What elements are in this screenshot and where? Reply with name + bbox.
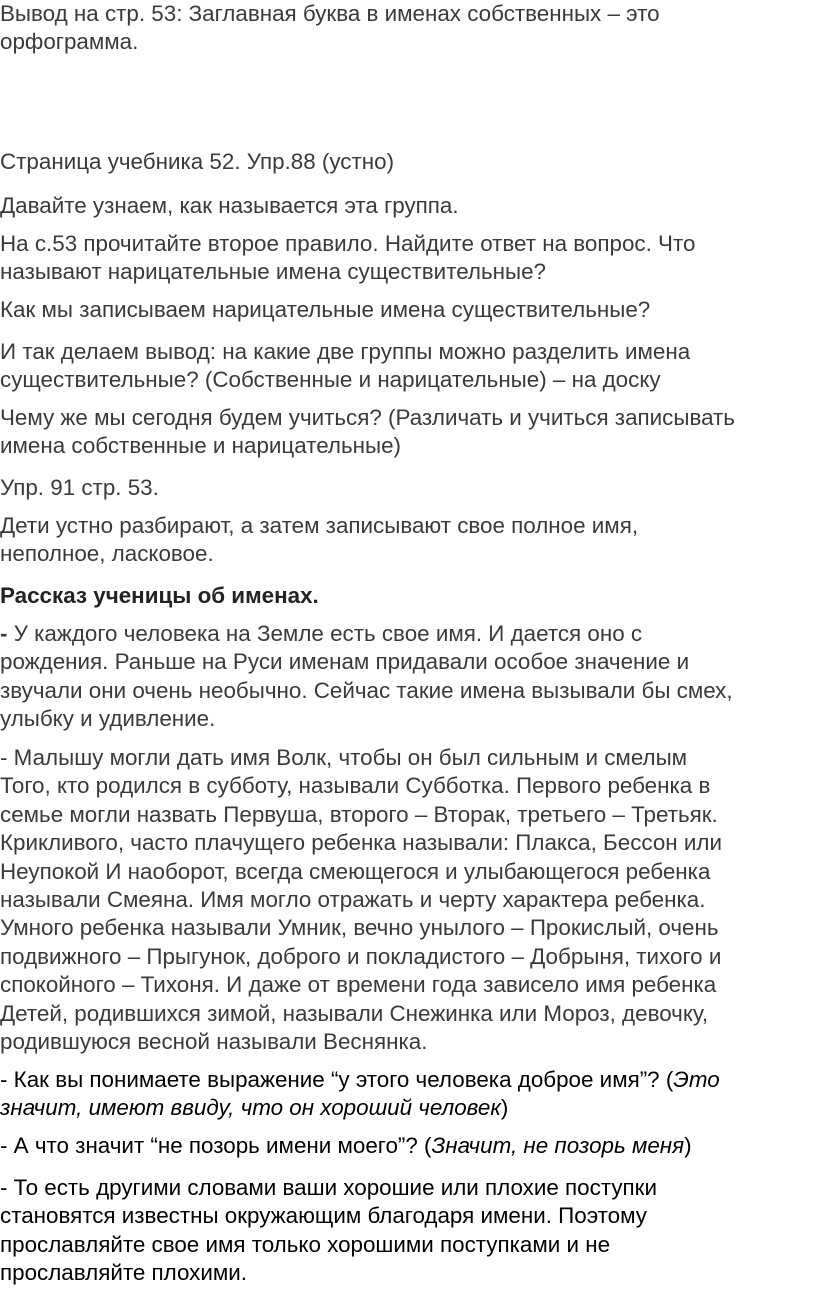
question-2-close: ) bbox=[684, 1133, 692, 1158]
conclusion-paragraph: Вывод на стр. 53: Заглавная буква в именах собственных – это орфограмма. bbox=[0, 1, 660, 55]
how-write-line: Как мы записываем нарицательные имена существительные? bbox=[0, 297, 651, 322]
question-1-close: ) bbox=[500, 1095, 509, 1121]
story-dash: - bbox=[0, 621, 8, 646]
question-1-answer: Это значит, имеют ввиду, что он хороший человек bbox=[0, 1067, 720, 1121]
children-write-paragraph: Дети устно разбирают, а затем записывают свое полное имя, неполное, ласковое. bbox=[0, 513, 639, 567]
story-paragraph-1 bbox=[0, 620, 812, 734]
question-2-text: - А что значит “не позорь имени моего”? ( bbox=[0, 1133, 432, 1158]
two-groups-paragraph: И так делаем вывод: на какие две группы можно разделить имена существительные? (Собственные и нарицательные) – на доску bbox=[0, 339, 691, 393]
exercise-line: Упр. 91 стр. 53. bbox=[0, 475, 159, 500]
final-paragraph: - То есть другими словами ваши хорошие или плохие поступки становятся известны окружающим благодаря имени. Поэтому прославляйте свое имя только хорошими поступками и не прославляйте плохими. bbox=[0, 1175, 657, 1286]
textbook-page-line: Страница учебника 52. Упр.88 (устно) bbox=[0, 149, 395, 174]
question-2 bbox=[0, 1132, 812, 1160]
question-1-text: - Как вы понимаете выражение “у этого человека доброе имя”? ( bbox=[0, 1067, 674, 1092]
story-paragraph-2: - Малышу могли дать имя Волк, чтобы он был сильным и смелым Того, кто родился в субботу, называли Субботка. Первого ребенка в семье могли назвать Первуша, второго – Вторак, третьего – Третьяк. Крикливого, часто плачущего ребенка называли: Плакса, Бессон или Неупокой И наоборот, всегда смеющегося и улыбающегося ребенка называли Смеяна. Имя могло отражать и черту характера ребенка. Умного ребенка называли Умник, вечно унылого – Прокислый, очень подвижного – Прыгунок, доброго и покладистого – Добрыня, тихого и спокойного – Тихоня. И даже от времени года зависело имя ребенка Детей, родившихся зимой, называли Снежинка или Мороз, девочку, родившуюся весной называли Веснянка. bbox=[0, 745, 722, 1055]
question-1 bbox=[0, 1066, 812, 1123]
read-rule-paragraph: На с.53 прочитайте второе правило. Найдите ответ на вопрос. Что называют нарицательные имена существительные? bbox=[0, 231, 696, 285]
story-heading: Рассказ ученицы об именах. bbox=[0, 583, 319, 608]
find-group-line: Давайте узнаем, как называется эта группа. bbox=[0, 193, 459, 218]
question-2-answer: Значит, не позорь меня bbox=[431, 1133, 685, 1158]
learn-today-paragraph: Чему же мы сегодня будем учиться? (Различать и учиться записывать имена собственные и нарицательные) bbox=[0, 405, 735, 459]
story-text-1: У каждого человека на Земле есть свое имя. И дается оно с рождения. Раньше на Руси именам придавали особое значение и звучали они очень необычно. Сейчас такие имена вызывали бы смех, улыбку и удивление. bbox=[0, 621, 733, 732]
